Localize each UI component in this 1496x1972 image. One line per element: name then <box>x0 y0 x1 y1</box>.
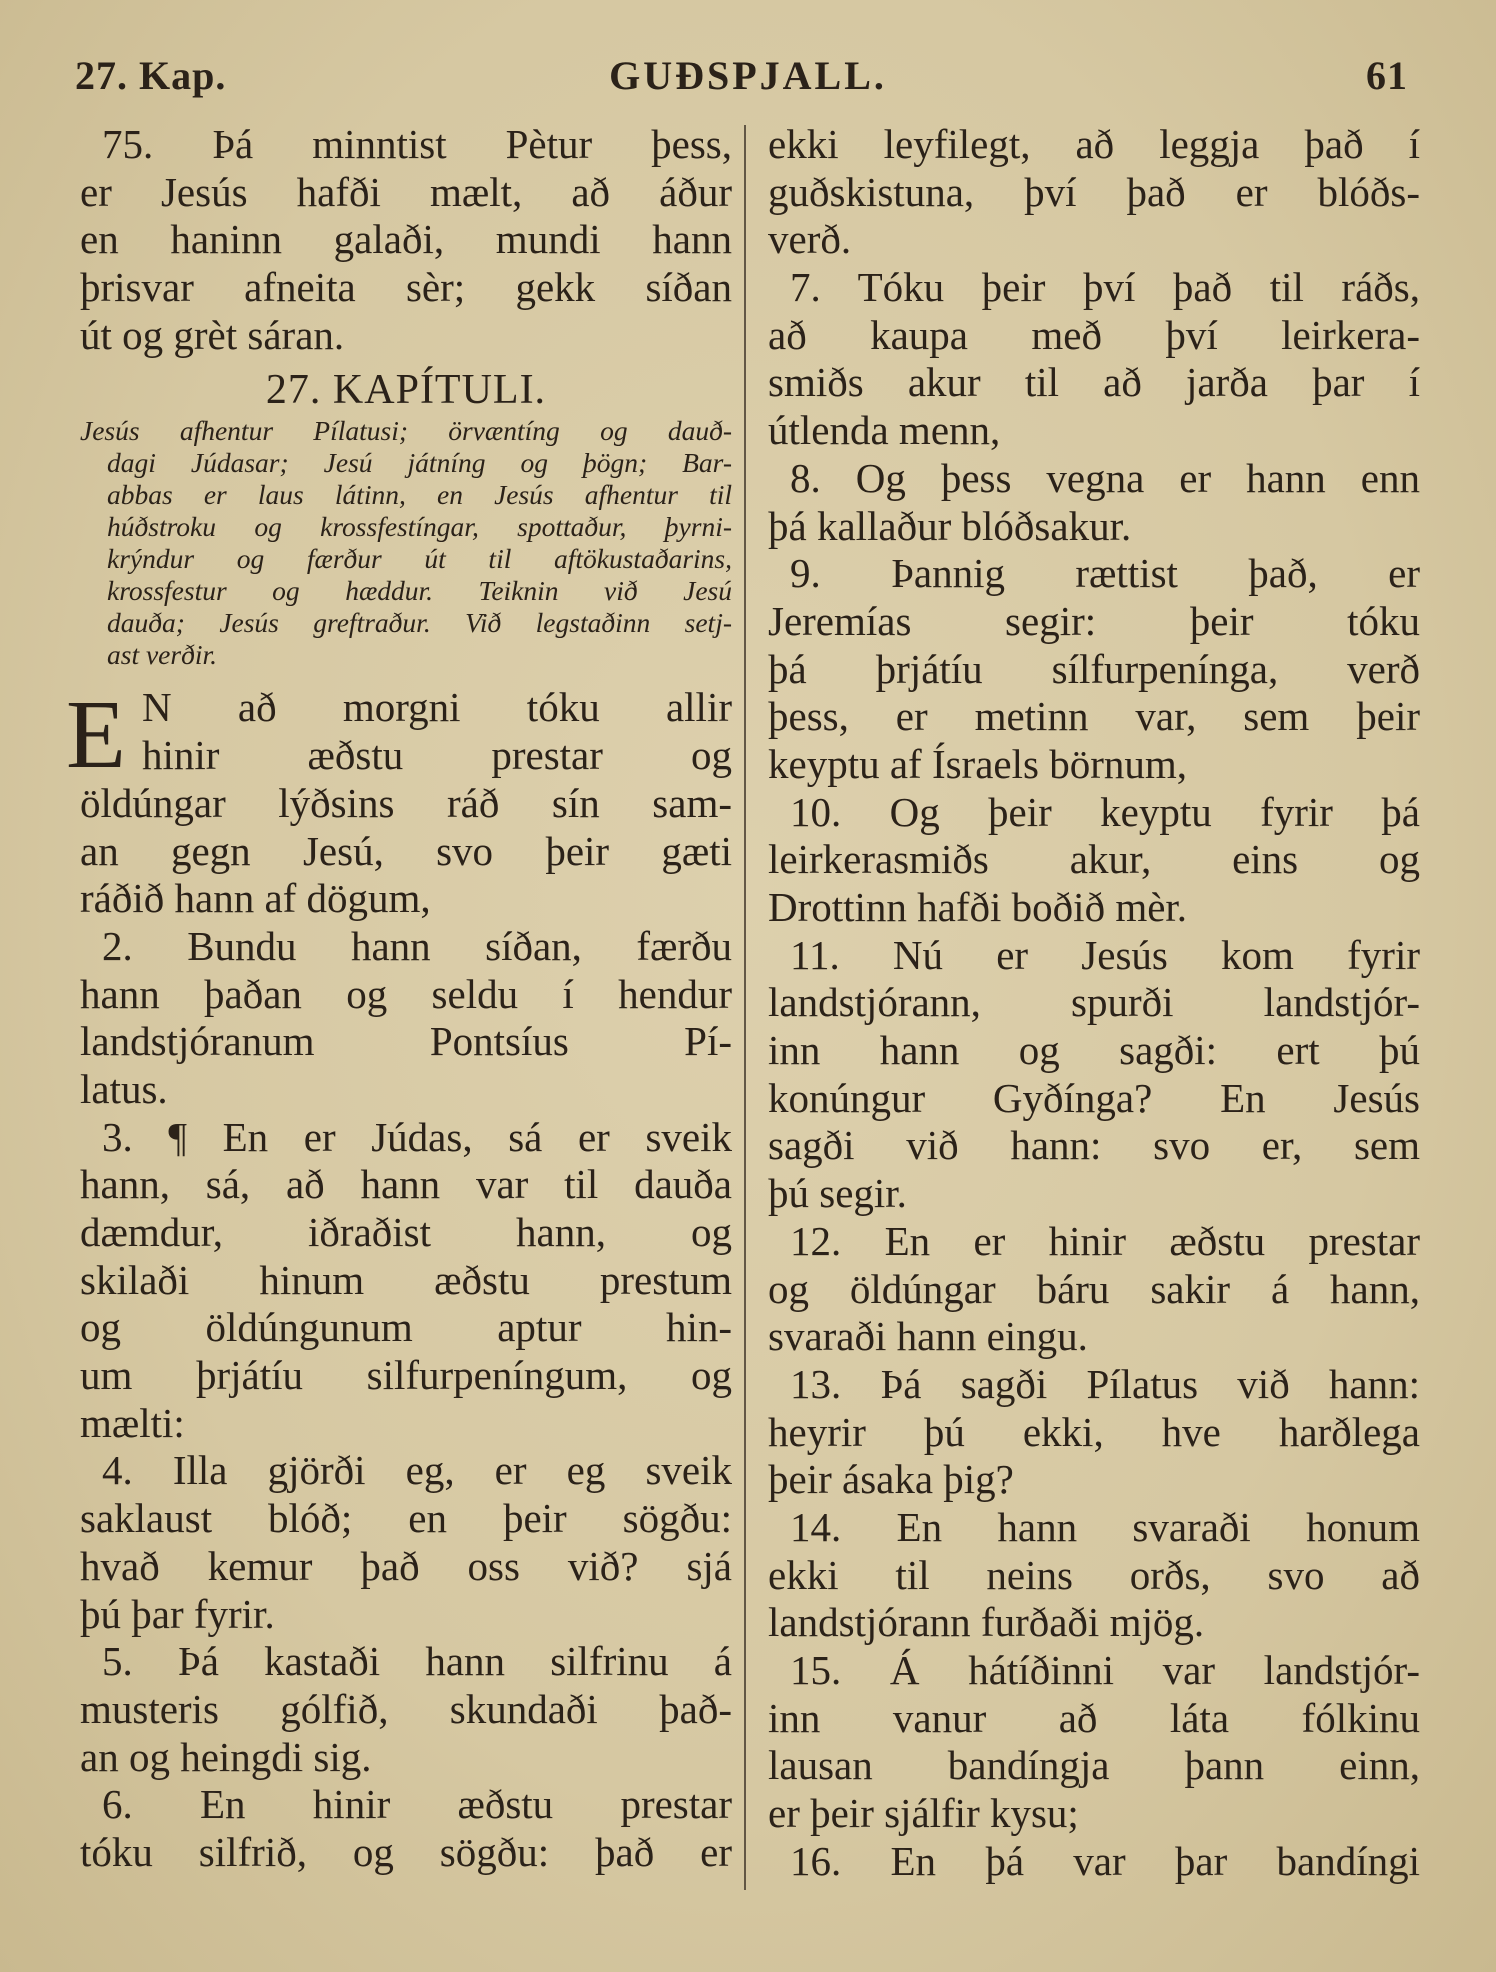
text-line: 7. Tóku þeir því það til ráðs, <box>790 264 1420 311</box>
verse-paragraph <box>768 1647 1420 1838</box>
text-line: landstjóranum Pontsíus Pí- <box>80 1018 732 1065</box>
text-line: að kaupa með því leirkera- <box>768 311 1420 358</box>
text-line: 11. Nú er Jesús kom fyrir <box>790 931 1420 978</box>
text-line: 16. En þá var þar bandíngi <box>790 1837 1420 1884</box>
verse-paragraph <box>768 121 1420 264</box>
text-line: þú segir. <box>768 1170 907 1217</box>
verse-paragraph <box>80 923 732 1114</box>
text-line: 3. ¶ En er Júdas, sá er sveik <box>102 1113 732 1160</box>
text-line: 8. Og þess vegna er hann enn <box>790 454 1420 501</box>
verse-paragraph <box>80 1638 732 1781</box>
verse-paragraph <box>768 789 1420 932</box>
chapter-heading: 27. KAPÍTULI. <box>265 367 547 414</box>
text-line: landstjórann furðaði mjög. <box>768 1599 1205 1646</box>
text-line: og öldúngunum aptur hin- <box>80 1304 732 1351</box>
summary-line: húðstroku og krossfestíngar, spottaður, þyrni- <box>107 511 732 543</box>
summary-line: abbas er laus látinn, en Jesús afhentur til <box>107 479 732 511</box>
text-line: an og heingdi sig. <box>80 1733 372 1780</box>
text-line: guðskistuna, því það er blóðs- <box>768 168 1420 215</box>
text-line: dæmdur, iðraðist hann, og <box>80 1209 732 1255</box>
summary-line: Jesús afhentur Pílatusi; örvæntíng og dauð- <box>80 415 732 447</box>
text-line: 14. En hann svaraði honum <box>790 1503 1420 1550</box>
verse-paragraph <box>768 932 1420 1218</box>
text-line: 9. Þannig rættist það, er <box>790 550 1420 597</box>
text-line: 6. En hinir æðstu prestar <box>102 1781 732 1828</box>
text-line: hann, sá, að hann var til dauða <box>80 1161 732 1208</box>
verse-paragraph <box>80 1781 732 1876</box>
text-line: sagði við hann: svo er, sem <box>768 1122 1420 1169</box>
text-line: 13. Þá sagði Pílatus við hann: <box>790 1360 1420 1407</box>
summary-line: krýndur og færður út til aftökustaðarins, <box>107 543 732 575</box>
verse-paragraph <box>80 1447 732 1638</box>
text-line: hvað kemur það oss við? sjá <box>80 1542 732 1589</box>
verse-paragraph <box>768 455 1420 550</box>
text-line: ekki leyfilegt, að leggja það í <box>768 121 1420 167</box>
text-line: musteris gólfið, skundaði það- <box>80 1685 732 1732</box>
text-line: en haninn galaði, mundi hann <box>80 216 732 263</box>
text-line: lausan bandíngja þann einn, <box>768 1742 1420 1789</box>
text-line: er þeir sjálfir kysu; <box>768 1790 1079 1837</box>
text-line: Drottinn hafði boðið mèr. <box>768 884 1188 930</box>
text-line: heyrir þú ekki, hve harðlega <box>768 1408 1420 1455</box>
verse-paragraph <box>80 121 732 359</box>
text-line: Jeremías segir: þeir tóku <box>768 597 1420 644</box>
text-line: þrisvar afneita sèr; gekk síðan <box>80 264 732 311</box>
text-line: skilaði hinum æðstu prestum <box>80 1256 732 1303</box>
summary-line: dagi Júdasar; Jesú játníng og þögn; Bar- <box>107 447 732 479</box>
text-line: ekki til neins orðs, svo að <box>768 1551 1420 1598</box>
text-line: an gegn Jesú, svo þeir gæti <box>80 827 732 874</box>
text-line: inn vanur að láta fólkinu <box>768 1694 1420 1741</box>
text-line: út og grèt sáran. <box>80 311 345 358</box>
text-line: leirkerasmiðs akur, eins og <box>768 836 1420 883</box>
verse-paragraph <box>768 550 1420 788</box>
text-line: þá þrjátíu sílfurpenínga, verð <box>768 645 1420 692</box>
drop-cap-initial: E <box>66 681 126 790</box>
text-line: smiðs akur til að jarða þar í <box>768 359 1420 406</box>
text-line: þess, er metinn var, sem þeir <box>768 693 1420 740</box>
text-line: saklaust blóð; en þeir sögðu: <box>80 1495 732 1542</box>
text-line: er Jesús hafði mælt, að áður <box>80 168 732 215</box>
summary-line: dauða; Jesús greftraður. Við legstaðinn setj- <box>107 607 732 639</box>
text-line: tóku silfrið, og sögðu: það er <box>80 1828 732 1875</box>
chapter-summary <box>80 415 732 671</box>
text-line: N að morgni tóku allir <box>142 684 732 731</box>
text-line: og öldúngar báru sakir á hann, <box>768 1265 1420 1312</box>
text-line: 5. Þá kastaði hann silfrinu á <box>102 1638 732 1685</box>
verse-paragraph <box>768 264 1420 455</box>
text-line: hinir æðstu prestar og <box>142 732 732 779</box>
text-line: öldúngar lýðsins ráð sín sam- <box>80 779 732 826</box>
text-line: landstjórann, spurði landstjór- <box>768 979 1420 1026</box>
text-line: þeir ásaka þig? <box>768 1456 1014 1503</box>
text-line: svaraði hann eingu. <box>768 1313 1088 1360</box>
summary-line: ast verðir. <box>107 639 217 671</box>
text-line: útlenda menn, <box>768 407 1001 454</box>
page-number: 61 <box>1366 53 1408 98</box>
left-column <box>66 121 732 1877</box>
text-line: 12. En er hinir æðstu prestar <box>790 1217 1420 1264</box>
verse-paragraph <box>768 1361 1420 1504</box>
right-column <box>768 121 1420 1885</box>
opening-paragraph <box>66 681 732 922</box>
verse-paragraph <box>768 1218 1420 1361</box>
text-line: um þrjátíu silfurpeníngum, og <box>80 1352 732 1399</box>
text-line: hann þaðan og seldu í hendur <box>80 970 732 1017</box>
text-line: þá kallaður blóðsakur. <box>768 502 1132 549</box>
text-line: mælti: <box>80 1399 185 1446</box>
text-line: keyptu af Ísraels börnum, <box>768 740 1187 787</box>
text-line: 10. Og þeir keyptu fyrir þá <box>790 788 1420 835</box>
running-head-chapter: 27. Kap. <box>75 53 227 98</box>
text-line: 75. Þá minntist Pètur þess, <box>102 121 732 167</box>
column-divider <box>744 125 746 1890</box>
text-line: 2. Bundu hann síðan, færðu <box>102 922 732 969</box>
text-line: 15. Á hátíðinni var landstjór- <box>790 1647 1420 1693</box>
verse-paragraph <box>768 1838 1420 1886</box>
text-line: inn hann og sagði: ert þú <box>768 1027 1420 1074</box>
text-line: þú þar fyrir. <box>80 1590 275 1637</box>
text-line: 4. Illa gjörði eg, er eg sveik <box>102 1447 732 1494</box>
summary-line: krossfestur og hæddur. Teiknin við Jesú <box>107 575 732 607</box>
verse-paragraph <box>768 1504 1420 1647</box>
text-line: latus. <box>80 1065 168 1112</box>
verse-paragraph <box>80 1114 732 1448</box>
text-line: ráðið hann af dögum, <box>80 875 431 922</box>
text-line: konúngur Gyðínga? En Jesús <box>768 1074 1420 1121</box>
running-head-title: GUÐSPJALL. <box>609 53 887 98</box>
text-line: verð. <box>768 216 852 263</box>
